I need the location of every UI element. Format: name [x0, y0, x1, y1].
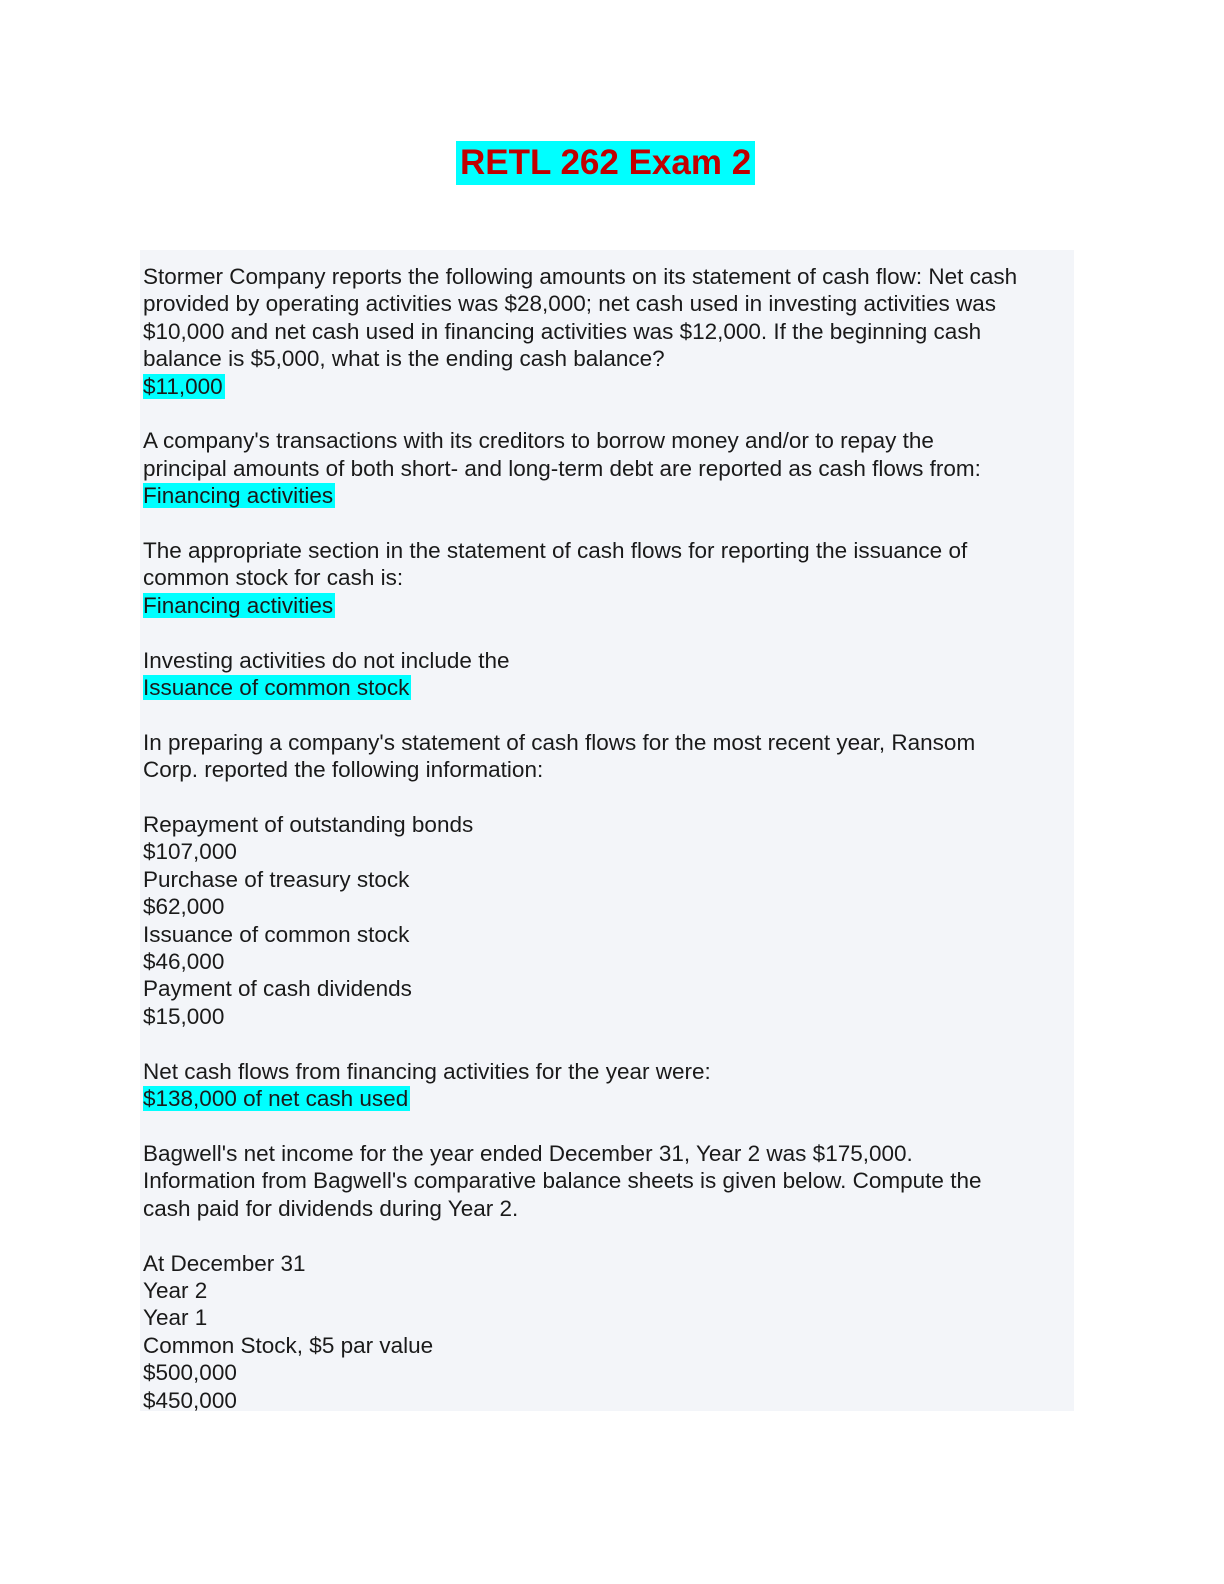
question-text-line: Investing activities do not include the: [143, 647, 510, 673]
question-text-line: provided by operating activities was $28,000; net cash used in investing activities was: [143, 291, 996, 317]
answer-highlight: $138,000 of net cash used: [143, 1086, 409, 1112]
question-text-line: In preparing a company's statement of cash flows for the most recent year, Ransom: [143, 729, 976, 755]
question-text-line: cash paid for dividends during Year 2.: [143, 1195, 519, 1221]
question-2: [143, 427, 1069, 509]
question-text-line: Corp. reported the following information:: [143, 757, 544, 783]
data-item: $107,000: [143, 839, 237, 865]
page-title: RETL 262 Exam 2: [456, 141, 755, 185]
question-text-line: A company's transactions with its creditors to borrow money and/or to repay the: [143, 428, 934, 454]
question-5: [143, 729, 1069, 1113]
question-4: [143, 647, 1069, 702]
question-text-line: $10,000 and net cash used in financing activities was $12,000. If the beginning cash: [143, 318, 982, 344]
answer-highlight: Financing activities: [143, 483, 334, 509]
question-6: [143, 1140, 1069, 1414]
answer-highlight: $11,000: [143, 373, 223, 399]
data-item: Common Stock, $5 par value: [143, 1332, 434, 1358]
question-text-line: Stormer Company reports the following amounts on its statement of cash flow: Net cash: [143, 264, 1018, 289]
data-item: Year 2: [143, 1277, 208, 1303]
data-item: Issuance of common stock: [143, 921, 410, 947]
question-text-line: principal amounts of both short- and long-term debt are reported as cash flows from:: [143, 455, 981, 481]
question-1: [143, 263, 1069, 400]
data-item: $500,000: [143, 1360, 237, 1386]
question-text-line: The appropriate section in the statement of cash flows for reporting the issuance of: [143, 538, 968, 564]
question-text-line: Bagwell's net income for the year ended December 31, Year 2 was $175,000.: [143, 1140, 913, 1166]
question-text-line: common stock for cash is:: [143, 565, 404, 591]
data-item: Repayment of outstanding bonds: [143, 812, 474, 838]
data-item: $62,000: [143, 894, 225, 920]
question-text-line: Information from Bagwell's comparative balance sheets is given below. Compute the: [143, 1168, 982, 1194]
question-text-line: balance is $5,000, what is the ending cash balance?: [143, 346, 665, 372]
question-text-line: Net cash flows from financing activities for the year were:: [143, 1058, 711, 1084]
data-item: Purchase of treasury stock: [143, 866, 410, 892]
exam-content: [143, 263, 1069, 1414]
data-item: $450,000: [143, 1387, 237, 1413]
question-3: [143, 537, 1069, 619]
data-item: Payment of cash dividends: [143, 976, 412, 1002]
answer-highlight: Issuance of common stock: [143, 675, 410, 701]
data-item: $15,000: [143, 1003, 225, 1029]
data-item: Year 1: [143, 1305, 208, 1331]
data-item: At December 31: [143, 1250, 306, 1276]
answer-highlight: Financing activities: [143, 592, 334, 618]
data-item: $46,000: [143, 949, 225, 975]
